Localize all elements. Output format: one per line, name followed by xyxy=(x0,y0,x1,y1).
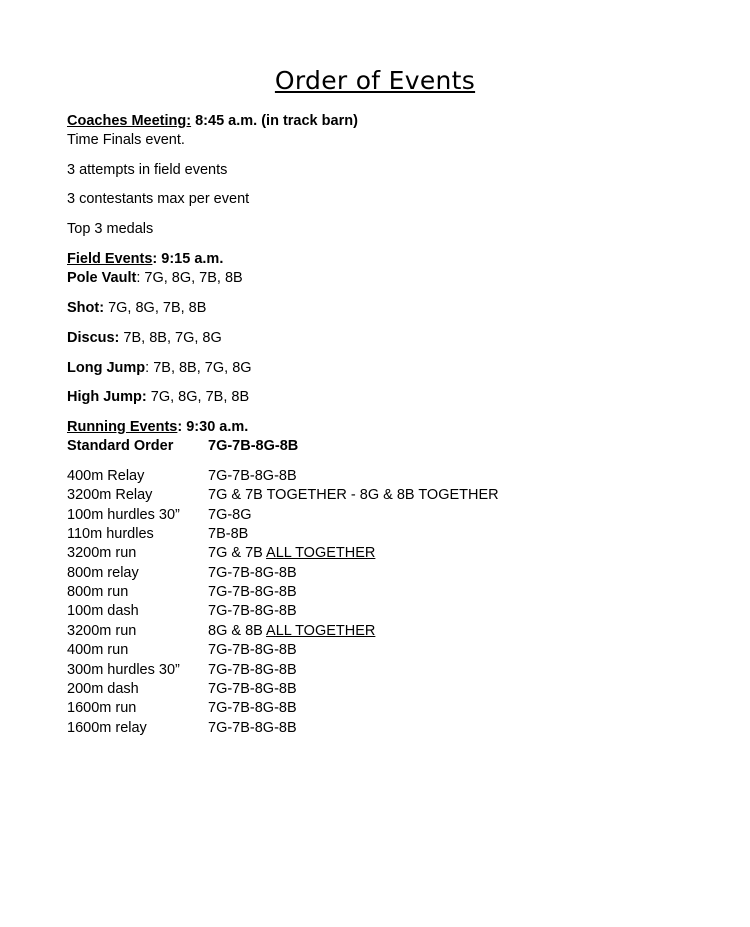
running-event-name: 100m hurdles 30” xyxy=(67,507,180,523)
running-event-name: 3200m run xyxy=(67,545,137,561)
running-event-order-text: 7B-8B xyxy=(208,526,249,542)
note-medals: Top 3 medals xyxy=(67,221,154,237)
running-event-order-text: 7G-8G xyxy=(208,507,252,523)
running-event-order xyxy=(208,467,297,485)
running-event-name: 1600m relay xyxy=(67,720,147,736)
running-event-name: 110m hurdles xyxy=(67,526,154,542)
field-events-label: Field Events xyxy=(67,251,153,267)
running-event-order xyxy=(208,544,375,562)
running-event-order xyxy=(208,699,297,717)
running-events-label: Running Events xyxy=(67,419,178,435)
running-event-together-note: ALL TOGETHER xyxy=(266,623,376,639)
running-event-together-note: ALL TOGETHER xyxy=(266,545,376,561)
running-event-order xyxy=(208,641,297,659)
running-event-name: 3200m run xyxy=(67,623,137,639)
note-contestants: 3 contestants max per event xyxy=(67,191,250,207)
field-event-row xyxy=(67,299,206,317)
field-event-row xyxy=(67,329,222,347)
note-time-finals: Time Finals event. xyxy=(67,132,185,148)
coaches-meeting-time: 8:45 a.m. (in track barn) xyxy=(191,113,358,129)
running-events-heading xyxy=(67,418,248,436)
coaches-meeting-line xyxy=(67,112,358,130)
running-event-order-text: 7G-7B-8G-8B xyxy=(208,565,297,581)
standard-order-value: 7G-7B-8G-8B xyxy=(208,438,299,454)
running-events-time: : 9:30 a.m. xyxy=(177,419,249,435)
running-event-name: 200m dash xyxy=(67,681,139,697)
running-event-order-text: 7G-7B-8G-8B xyxy=(208,603,297,619)
running-event-order-text: 7G-7B-8G-8B xyxy=(208,720,297,736)
field-event-order: 7G, 8G, 7B, 8B xyxy=(108,300,207,316)
coaches-meeting-label: Coaches Meeting: xyxy=(67,113,192,129)
running-event-order xyxy=(208,564,297,582)
running-event-name: 1600m run xyxy=(67,700,137,716)
field-event-name: Discus: xyxy=(67,330,120,346)
running-event-name: 400m run xyxy=(67,642,129,658)
running-event-order xyxy=(208,583,297,601)
field-event-name: Long Jump xyxy=(67,360,146,376)
running-event-order xyxy=(208,506,252,524)
note-attempts: 3 attempts in field events xyxy=(67,162,228,178)
running-event-order xyxy=(208,680,297,698)
running-event-order xyxy=(208,719,297,737)
running-event-name: 3200m Relay xyxy=(67,487,153,503)
standard-order-label: Standard Order xyxy=(67,438,174,454)
field-event-name: Pole Vault xyxy=(67,270,137,286)
field-events-time: : 9:15 a.m. xyxy=(152,251,224,267)
running-event-name: 400m Relay xyxy=(67,468,145,484)
field-event-sep: : xyxy=(136,270,145,286)
running-event-order-text: 7G-7B-8G-8B xyxy=(208,700,297,716)
running-event-name: 100m dash xyxy=(67,603,139,619)
field-event-name: Shot: xyxy=(67,300,105,316)
field-event-order: 7G, 8G, 7B, 8B xyxy=(144,270,243,286)
running-event-order-text: 7G & 7B xyxy=(208,545,267,561)
running-event-order xyxy=(208,602,297,620)
field-events-heading xyxy=(67,250,223,268)
field-event-row xyxy=(67,359,252,377)
field-event-order: 7B, 8B, 7G, 8G xyxy=(123,330,222,346)
running-event-order xyxy=(208,525,248,543)
field-event-order: 7G, 8G, 7B, 8B xyxy=(150,389,250,405)
field-event-row xyxy=(67,269,243,287)
running-event-order xyxy=(208,622,375,640)
page-title: Order of Events xyxy=(274,66,476,95)
running-event-name: 300m hurdles 30” xyxy=(67,662,180,678)
field-event-name: High Jump: xyxy=(67,389,147,405)
running-event-order-text: 7G & 7B TOGETHER - 8G & 8B TOGETHER xyxy=(208,487,499,503)
running-event-order xyxy=(208,486,499,504)
running-event-order-text: 7G-7B-8G-8B xyxy=(208,584,297,600)
running-event-order-text: 7G-7B-8G-8B xyxy=(208,662,297,678)
field-event-sep: : xyxy=(145,360,154,376)
field-event-row xyxy=(67,388,249,406)
running-event-order-text: 7G-7B-8G-8B xyxy=(208,642,297,658)
running-event-order-text: 8G & 8B xyxy=(208,623,267,639)
running-event-name: 800m run xyxy=(67,584,129,600)
running-event-order xyxy=(208,661,297,679)
running-event-name: 800m relay xyxy=(67,565,139,581)
field-event-order: 7B, 8B, 7G, 8G xyxy=(153,360,252,376)
running-event-order-text: 7G-7B-8G-8B xyxy=(208,468,297,484)
running-event-order-text: 7G-7B-8G-8B xyxy=(208,681,297,697)
